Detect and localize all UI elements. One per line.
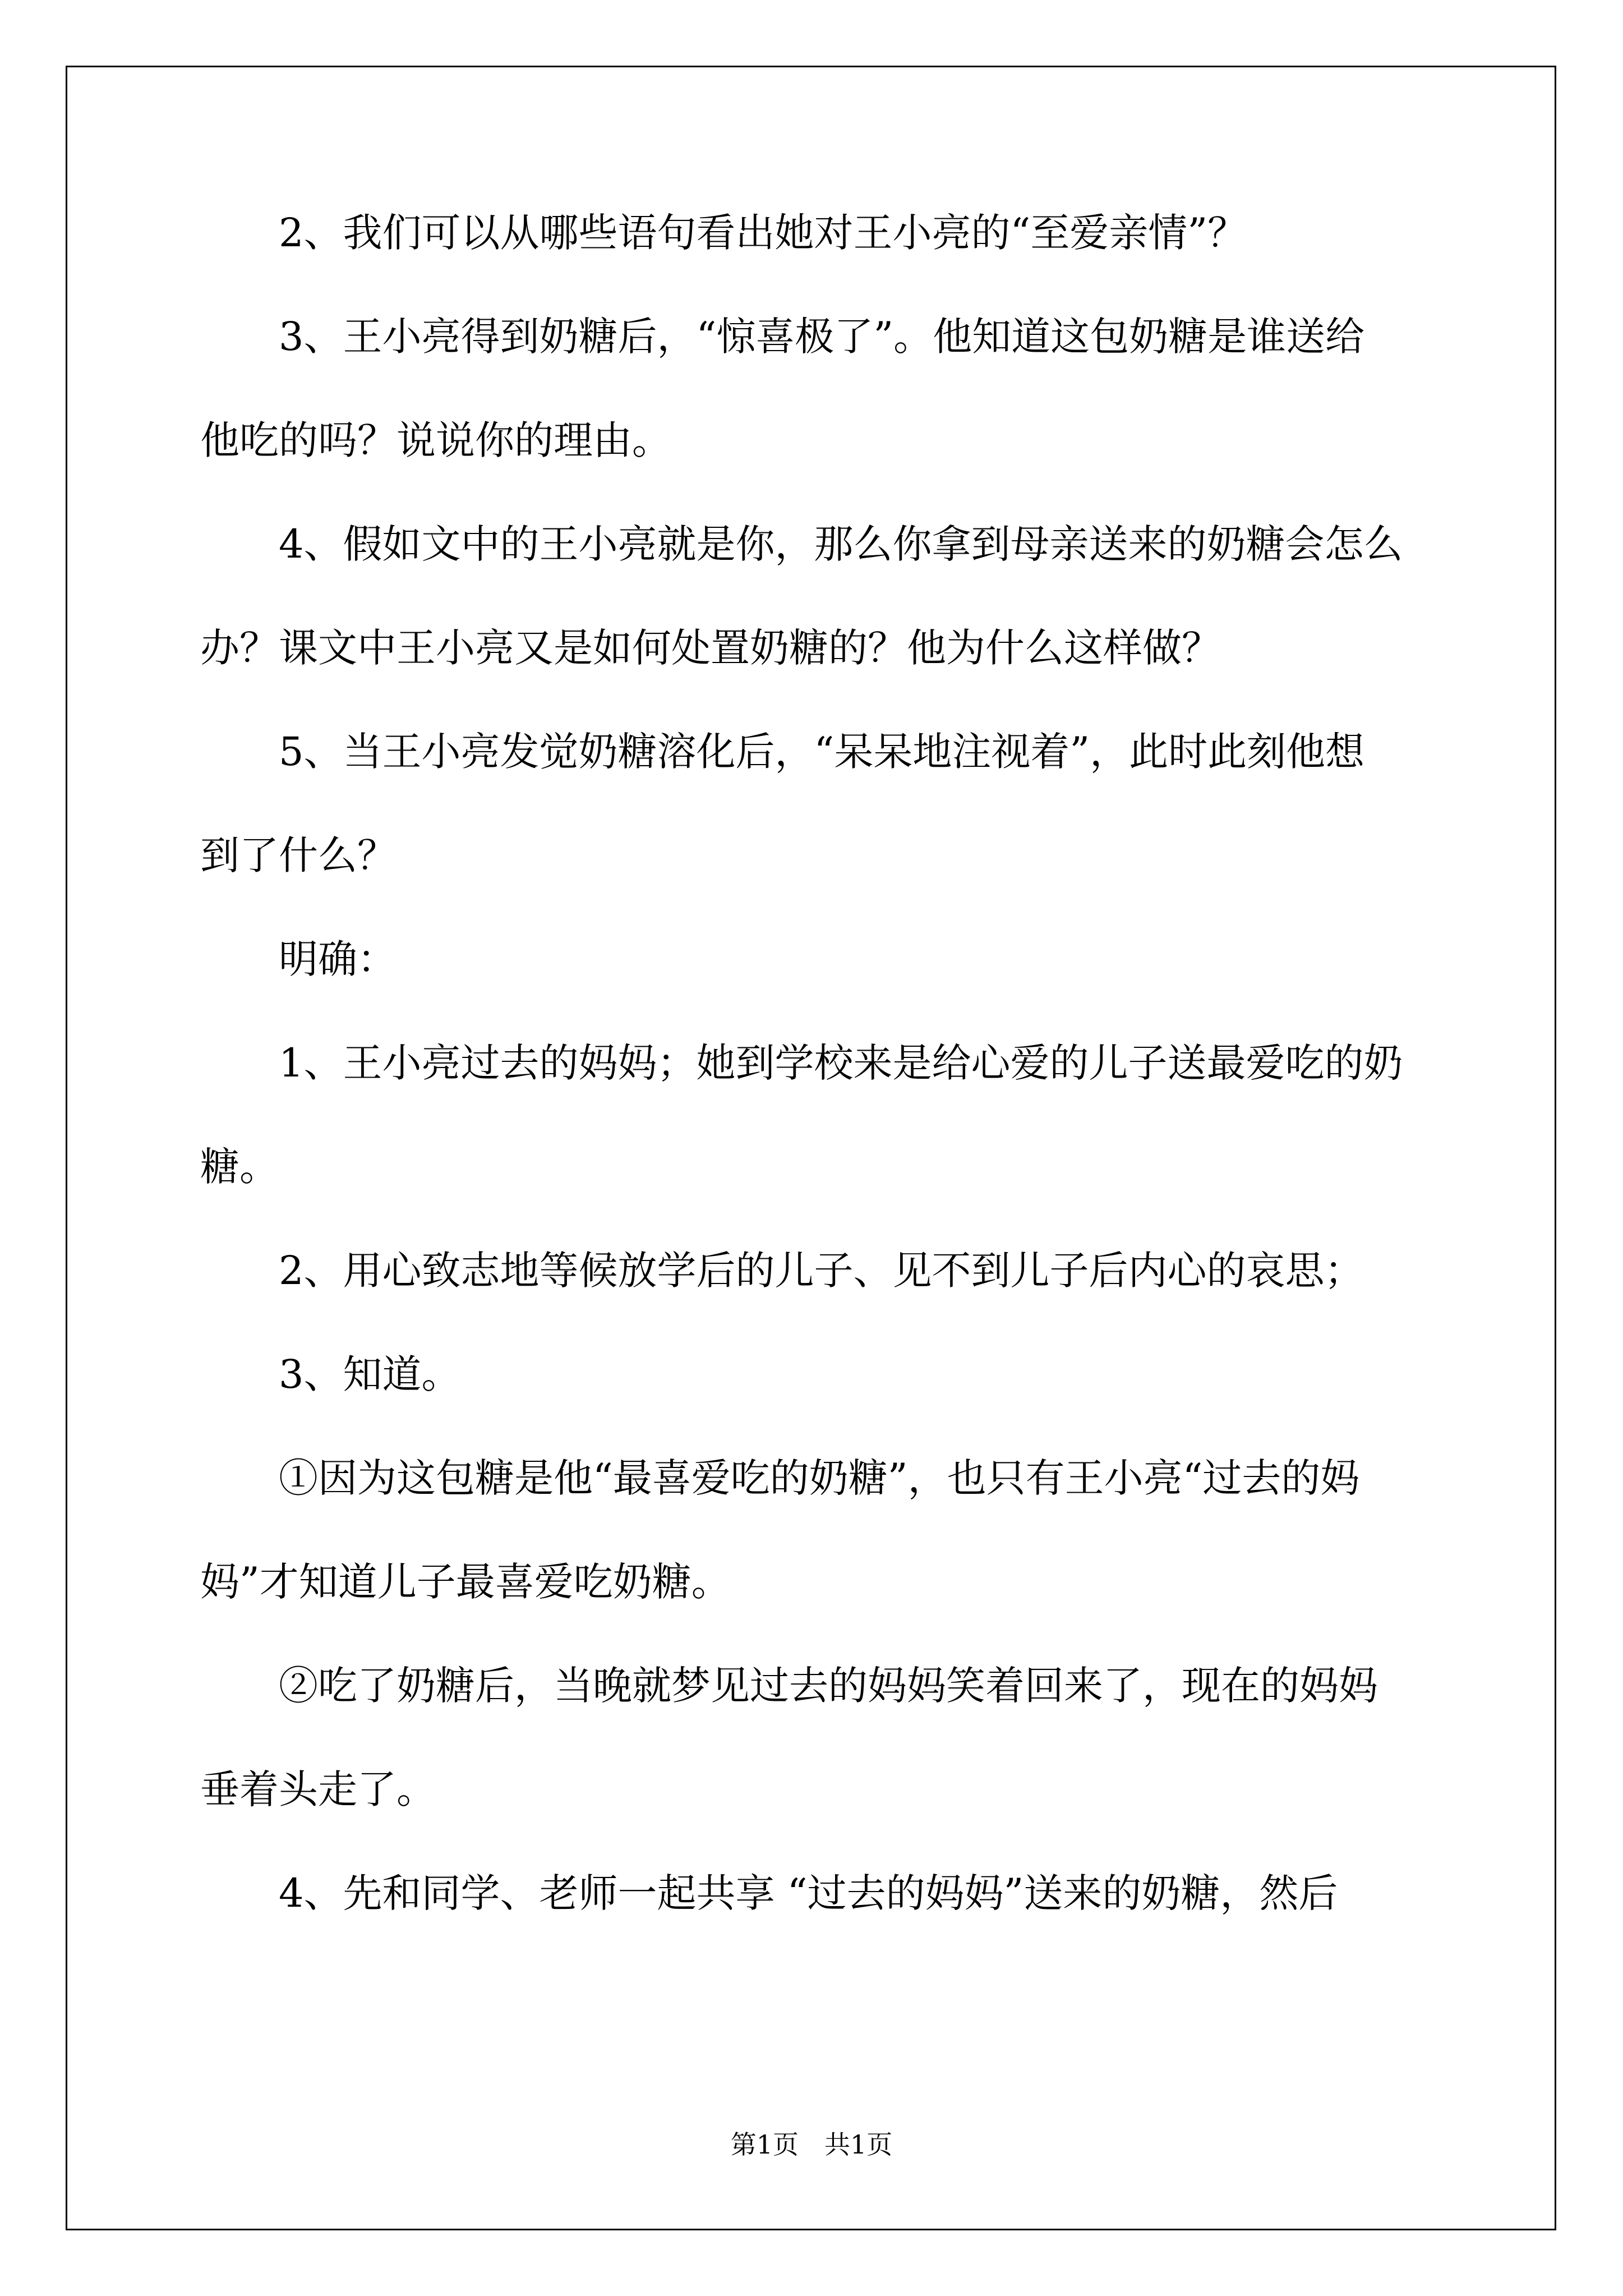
answer-1-line-2: 糖。 <box>200 1144 279 1190</box>
answer-2-line: 2、用心致志地等候放学后的儿子、见不到儿子后内心的哀思； <box>279 1248 1364 1294</box>
answer-3-point-1-line-1: ①因为这包糖是他“最喜爱吃的奶糖”，也只有王小亮“过去的妈 <box>279 1455 1360 1501</box>
answer-3-point-2-line-2: 垂着头走了。 <box>200 1766 436 1812</box>
answer-1-line-1: 1、王小亮过去的妈妈；她到学校来是给心爱的儿子送最爱吃的奶 <box>279 1040 1403 1086</box>
answer-3-point-1-line-2: 妈”才知道儿子最喜爱吃奶糖。 <box>200 1559 731 1605</box>
question-4-line-1: 4、假如文中的王小亮就是你，那么你拿到母亲送来的奶糖会怎么 <box>279 521 1403 567</box>
answer-3-point-2-line-1: ②吃了奶糖后，当晚就梦见过去的妈妈笑着回来了，现在的妈妈 <box>279 1663 1378 1709</box>
question-5-line-2: 到了什么？ <box>200 832 396 878</box>
question-3-line-1: 3、王小亮得到奶糖后，“惊喜极了”。他知道这包奶糖是谁送给 <box>279 314 1365 360</box>
question-3-line-2: 他吃的吗？说说你的理由。 <box>200 417 671 463</box>
question-5-line-1: 5、当王小亮发觉奶糖溶化后，“呆呆地注视着”，此时此刻他想 <box>279 729 1365 775</box>
answer-4-line-1: 4、先和同学、老师一起共享 “过去的妈妈”送来的奶糖，然后 <box>279 1870 1338 1916</box>
answer-heading: 明确： <box>279 936 396 982</box>
page-footer: 第1页 共1页 <box>730 2129 893 2160</box>
question-4-line-2: 办？课文中王小亮又是如何处置奶糖的？他为什么这样做？ <box>200 625 1221 671</box>
question-2-line: 2、我们可以从哪些语句看出她对王小亮的“至爱亲情”？ <box>279 210 1247 256</box>
answer-3-line: 3、知道。 <box>279 1351 461 1397</box>
